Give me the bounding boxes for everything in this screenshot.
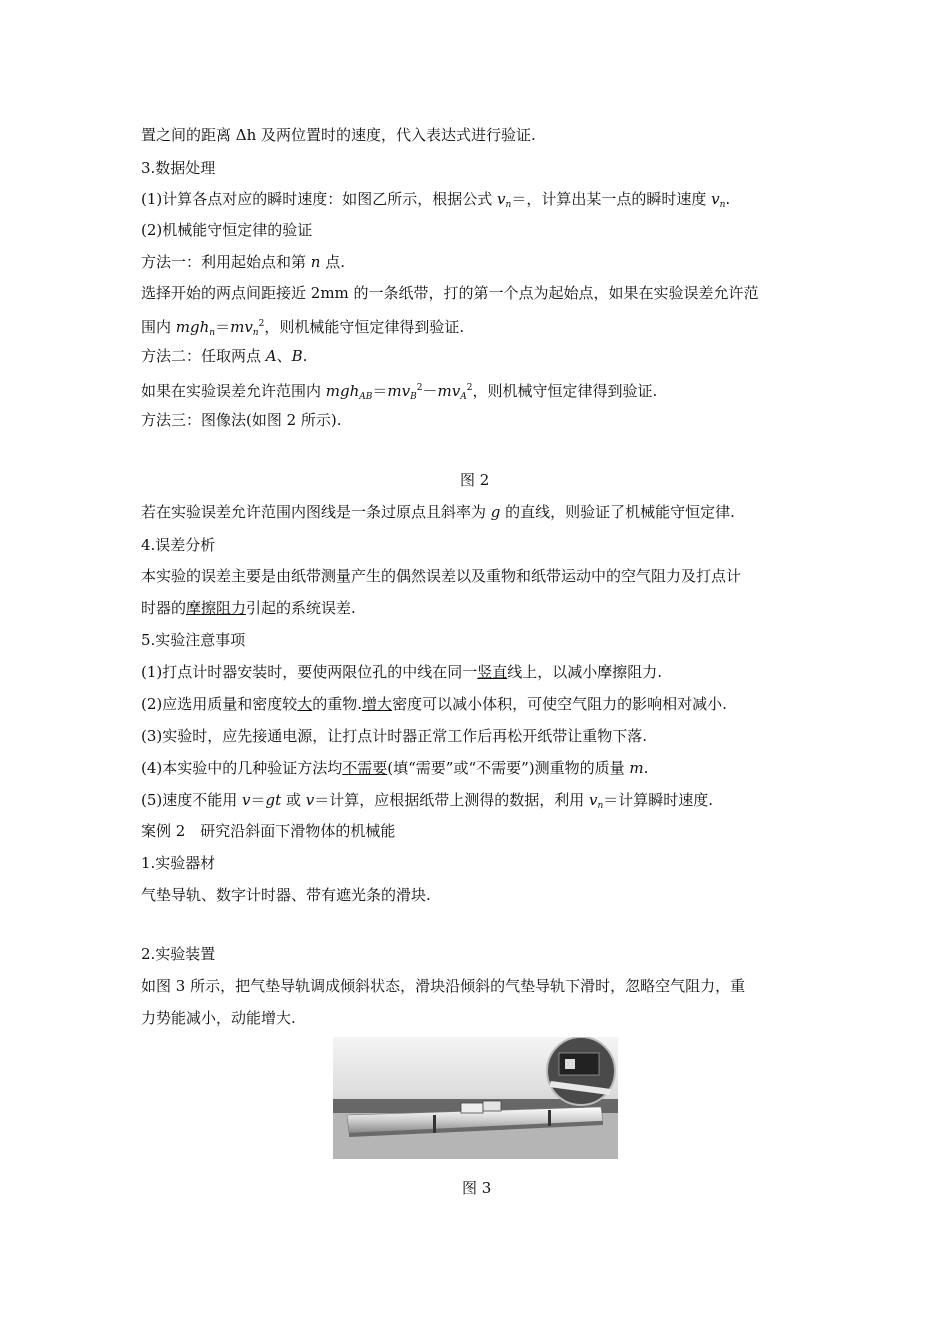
text-line: 置之间的距离 Δh 及两位置时的速度，代入表达式进行验证. <box>141 126 536 144</box>
text-line: 方法三：图像法(如图 2 所示). <box>141 411 342 429</box>
text-line: (2)机械能守恒定律的验证 <box>141 221 313 239</box>
section-heading-apparatus: 2.实验装置 <box>141 945 216 963</box>
section-heading-equipment: 1.实验器材 <box>141 854 216 872</box>
case-heading: 案例 2 研究沿斜面下滑物体的机械能 <box>141 822 396 840</box>
text-line: 方法一：利用起始点和第 n 点. <box>141 253 345 271</box>
track-support <box>433 1115 436 1133</box>
text-line: (2)应选用质量和密度较大的重物.增大密度可以减小体积，可使空气阻力的影响相对减小. <box>141 695 727 713</box>
inset-timer-display <box>565 1059 575 1069</box>
photogate <box>483 1101 501 1111</box>
figure-2-caption: 图 2 <box>460 471 490 489</box>
section-heading-error-analysis: 4.误差分析 <box>141 536 216 554</box>
slider-glider <box>461 1103 483 1113</box>
text-line: 若在实验误差允许范围内图线是一条过原点且斜率为 g 的直线，则验证了机械能守恒定律. <box>141 503 735 521</box>
text-line: (1)打点计时器安装时，要使两限位孔的中线在同一竖直线上，以减小摩擦阻力. <box>141 663 663 681</box>
track-support <box>548 1110 551 1126</box>
text-line: (5)速度不能用 v＝gt 或 v＝计算，应根据纸带上测得的数据，利用 $v_n=$计算瞬时速度. <box>141 791 714 811</box>
air-track-figure <box>333 1037 618 1159</box>
text-line: (4)本实验中的几种验证方法均不需要(填“需要”或“不需要”)测重物的质量 m. <box>141 759 649 777</box>
text-line: (3)实验时，应先接通电源，让打点计时器正常工作后再松开纸带让重物下落. <box>141 727 648 745</box>
text-line: 围内 $mgh_n=mv_n^2$，则机械能守恒定律得到验证. <box>141 318 465 338</box>
figure-3-caption: 图 3 <box>462 1179 492 1197</box>
text-line: 如果在实验误差允许范围内 $mgh_{AB}=mv_B^2-mv_A^2$，则机械守恒定律得到验证. <box>141 382 658 402</box>
text-line: 时器的摩擦阻力引起的系统误差. <box>141 599 356 617</box>
text-line: 本实验的误差主要是由纸带测量产生的偶然误差以及重物和纸带运动中的空气阻力及打点计 <box>141 567 742 585</box>
text-line: 选择开始的两点间距接近 2mm 的一条纸带，打的第一个点为起始点，如果在实验误差允许范 <box>141 284 759 302</box>
text-line: (1)计算各点对应的瞬时速度：如图乙所示，根据公式 $v_n=$，计算出某一点的瞬时速度 $v_n$. <box>141 190 731 210</box>
section-heading-precautions: 5.实验注意事项 <box>141 631 246 649</box>
text-line: 如图 3 所示，把气垫导轨调成倾斜状态，滑块沿倾斜的气垫导轨下滑时，忽略空气阻力，重 <box>141 977 746 995</box>
text-line: 力势能减小，动能增大. <box>141 1009 296 1027</box>
section-heading-data-processing: 3.数据处理 <box>141 159 216 177</box>
text-line: 气垫导轨、数字计时器、带有遮光条的滑块. <box>141 886 431 904</box>
text-line: 方法二：任取两点 A、B. <box>141 347 308 365</box>
